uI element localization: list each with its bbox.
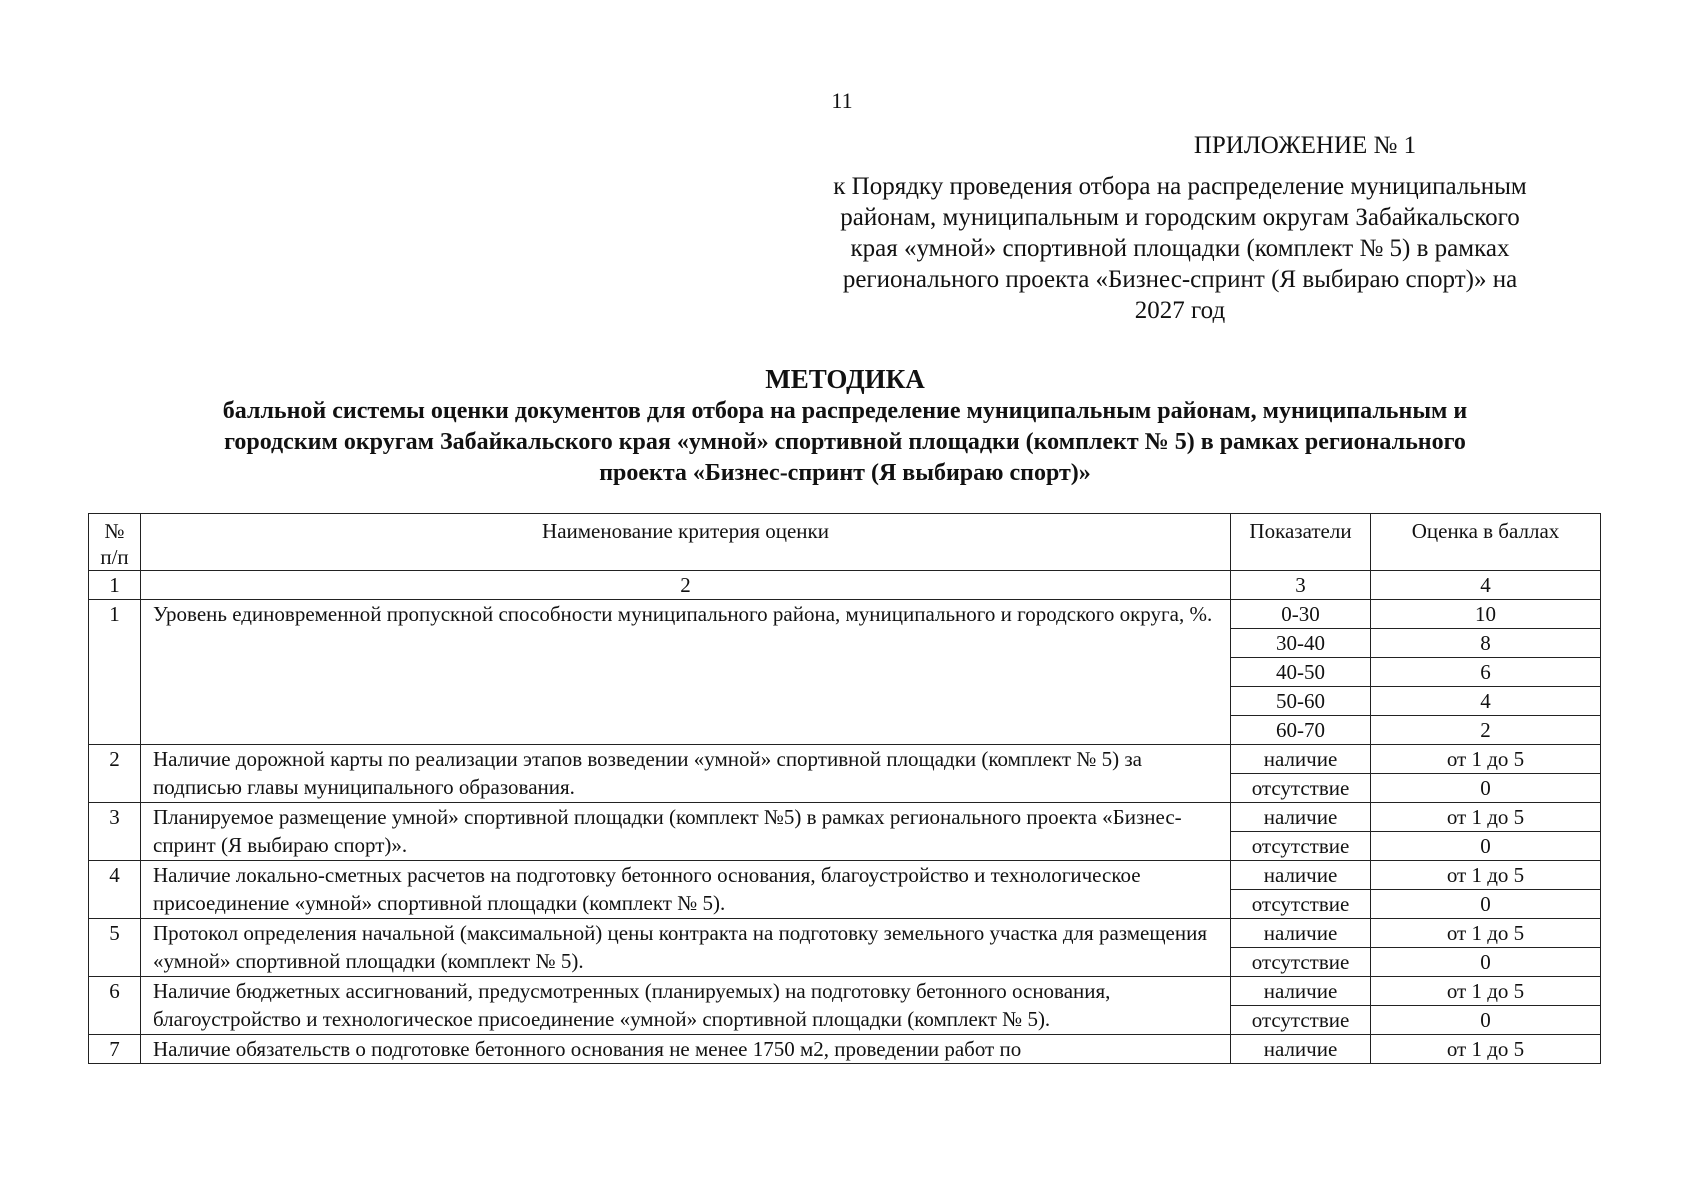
- indicator-value: 60-70: [1231, 716, 1371, 745]
- appendix-line: к Порядку проведения отбора на распределение муниципальным: [833, 173, 1527, 200]
- criterion-text: Планируемое размещение умной» спортивной площадки (комплект №5) в рамках регионального проекта «Бизнес-спринт (Я выбираю спорт)».: [141, 803, 1231, 861]
- title-sub-line: проекта «Бизнес-спринт (Я выбираю спорт)»: [599, 460, 1091, 486]
- appendix-line: регионального проекта «Бизнес-спринт (Я выбираю спорт)» на: [842, 266, 1518, 293]
- header-number: № п/п: [89, 514, 141, 571]
- table-row: [89, 919, 1601, 948]
- indicator-value: отсутствие: [1231, 832, 1371, 861]
- score-value: 0: [1371, 832, 1601, 861]
- indicator-value: наличие: [1231, 1035, 1371, 1064]
- table-header-row: [89, 514, 1601, 571]
- table-row: [89, 861, 1601, 890]
- document-title: [90, 362, 1600, 489]
- column-number: 4: [1371, 571, 1601, 600]
- table-row: [89, 803, 1601, 832]
- criterion-text: Наличие дорожной карты по реализации этапов возведении «умной» спортивной площадки (комплект № 5) за подписью главы муниципального образования.: [141, 745, 1231, 803]
- column-number: 3: [1231, 571, 1371, 600]
- title-sub-line: балльной системы оценки документов для отбора на распределение муниципальным районам, муниципальным и: [222, 398, 1468, 424]
- criterion-text: Уровень единовременной пропускной способности муниципального района, муниципального и городского округа, %.: [141, 600, 1231, 745]
- row-number: 4: [89, 861, 141, 919]
- page-number: 11: [831, 88, 853, 113]
- indicator-value: отсутствие: [1231, 774, 1371, 803]
- indicator-value: наличие: [1231, 803, 1371, 832]
- row-number: 1: [89, 600, 141, 745]
- column-number: 2: [141, 571, 1231, 600]
- title-main: МЕТОДИКА: [765, 364, 925, 394]
- row-number: 3: [89, 803, 141, 861]
- appendix-label: ПРИЛОЖЕНИЕ № 1: [1193, 132, 1417, 159]
- table-row: [89, 977, 1601, 1006]
- criteria-table: [88, 513, 1601, 1064]
- score-value: от 1 до 5: [1371, 745, 1601, 774]
- appendix-line: 2027 год: [1134, 297, 1226, 324]
- score-value: 0: [1371, 774, 1601, 803]
- indicator-value: 40-50: [1231, 658, 1371, 687]
- indicator-value: отсутствие: [1231, 1006, 1371, 1035]
- row-number: 5: [89, 919, 141, 977]
- table-row: [89, 600, 1601, 629]
- row-number: 2: [89, 745, 141, 803]
- score-value: 0: [1371, 1006, 1601, 1035]
- table-row: [89, 745, 1601, 774]
- header-score: Оценка в баллах: [1371, 514, 1601, 571]
- score-value: от 1 до 5: [1371, 803, 1601, 832]
- score-value: 0: [1371, 948, 1601, 977]
- row-number: 7: [89, 1035, 141, 1064]
- column-number: 1: [89, 571, 141, 600]
- header-indicators: Показатели: [1231, 514, 1371, 571]
- indicator-value: отсутствие: [1231, 890, 1371, 919]
- score-value: от 1 до 5: [1371, 861, 1601, 890]
- indicator-value: 50-60: [1231, 687, 1371, 716]
- score-value: 8: [1371, 629, 1601, 658]
- header-criterion: Наименование критерия оценки: [141, 514, 1231, 571]
- indicator-value: наличие: [1231, 977, 1371, 1006]
- title-sub-line: городским округам Забайкальского края «умной» спортивной площадки (комплект № 5) в рамках регионального: [224, 429, 1466, 455]
- indicator-value: наличие: [1231, 861, 1371, 890]
- score-value: от 1 до 5: [1371, 919, 1601, 948]
- score-value: от 1 до 5: [1371, 977, 1601, 1006]
- criterion-text: Наличие обязательств о подготовке бетонного основания не менее 1750 м2, проведении работ по: [141, 1035, 1231, 1064]
- criterion-text: Наличие бюджетных ассигнований, предусмотренных (планируемых) на подготовку бетонного основания, благоустройство и технологическое присоединение «умной» спортивной площадки (комплект № 5).: [141, 977, 1231, 1035]
- indicator-value: отсутствие: [1231, 948, 1371, 977]
- score-value: 2: [1371, 716, 1601, 745]
- indicator-value: наличие: [1231, 745, 1371, 774]
- score-value: от 1 до 5: [1371, 1035, 1601, 1064]
- criterion-text: Протокол определения начальной (максимальной) цены контракта на подготовку земельного участка для размещения «умной» спортивной площадки (комплект № 5).: [141, 919, 1231, 977]
- indicator-value: 30-40: [1231, 629, 1371, 658]
- score-value: 0: [1371, 890, 1601, 919]
- appendix-line: края «умной» спортивной площадки (комплект № 5) в рамках: [850, 235, 1510, 262]
- appendix-block: [760, 130, 1600, 326]
- appendix-line: районам, муниципальным и городским округам Забайкальского: [840, 204, 1520, 231]
- table-row: [89, 1035, 1601, 1064]
- score-value: 10: [1371, 600, 1601, 629]
- row-number: 6: [89, 977, 141, 1035]
- indicator-value: 0-30: [1231, 600, 1371, 629]
- criterion-text: Наличие локально-сметных расчетов на подготовку бетонного основания, благоустройство и технологическое присоединение «умной» спортивной площадки (комплект № 5).: [141, 861, 1231, 919]
- score-value: 4: [1371, 687, 1601, 716]
- score-value: 6: [1371, 658, 1601, 687]
- column-number-row: [89, 571, 1601, 600]
- indicator-value: наличие: [1231, 919, 1371, 948]
